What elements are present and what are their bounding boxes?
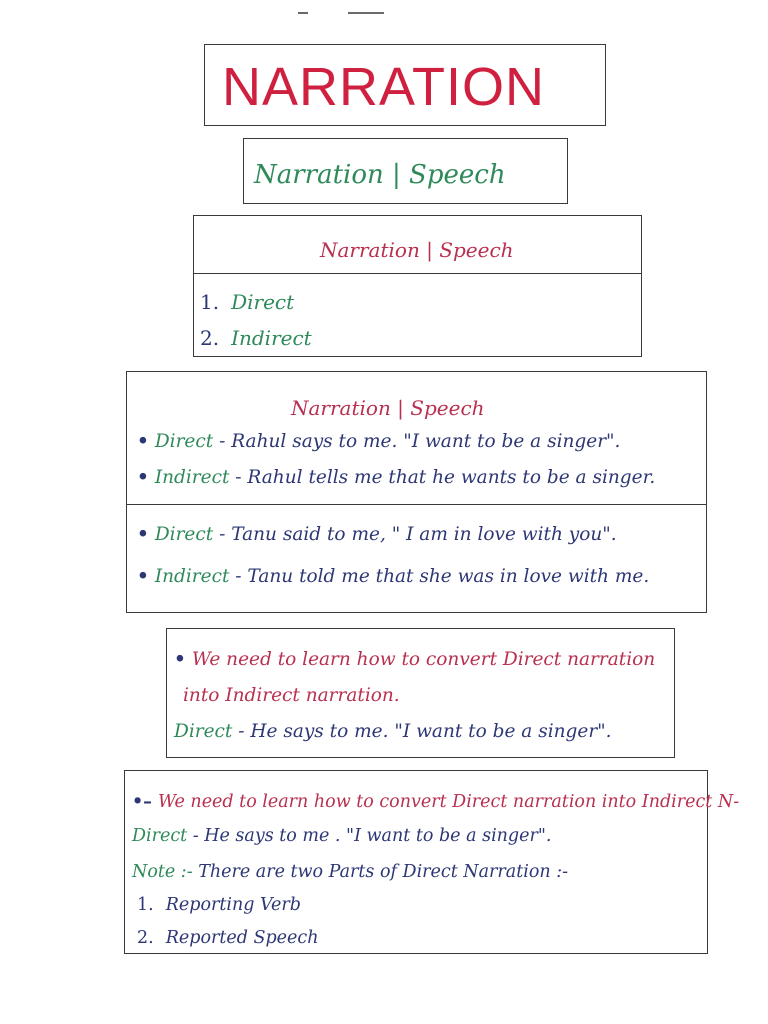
example-label: Direct — [132, 826, 188, 846]
note-line — [132, 862, 568, 882]
list-number: 2. — [200, 326, 220, 350]
example-text: - He says to me . "I want to be a singer". — [192, 826, 552, 846]
parts-list-item — [137, 928, 318, 948]
types-box-heading: Narration | Speech — [320, 238, 514, 262]
bullet-icon: • — [174, 649, 186, 670]
parts-list-item — [137, 895, 301, 915]
note-example — [132, 826, 551, 846]
example-row — [137, 431, 620, 452]
examples-box-divider — [126, 504, 707, 505]
bullet-icon: •– — [132, 792, 152, 812]
example-row — [137, 524, 617, 545]
examples-box-heading: Narration | Speech — [291, 396, 485, 420]
types-list-item — [200, 290, 294, 314]
page-subtitle: Narration | Speech — [254, 160, 506, 190]
types-list-item — [200, 326, 312, 350]
bullet-icon: • — [137, 467, 149, 488]
example-label: Direct — [174, 721, 233, 742]
bullet-icon: • — [137, 431, 149, 452]
example-label: Indirect — [154, 566, 230, 587]
scan-mark — [348, 12, 384, 14]
example-label: Direct — [154, 431, 214, 452]
example-text: - Rahul says to me. "I want to be a singer". — [219, 431, 621, 452]
note-text: There are two Parts of Direct Narration :- — [198, 862, 569, 882]
list-label: Direct — [231, 290, 295, 314]
note-intro-line — [132, 792, 739, 812]
example-text: - Tanu told me that she was in love with me. — [235, 566, 650, 587]
conversion-text: We need to learn how to convert Direct narration — [191, 649, 656, 670]
example-row — [137, 467, 655, 488]
bullet-icon: • — [137, 524, 149, 545]
list-label: Reporting Verb — [165, 895, 301, 915]
list-label: Reported Speech — [165, 928, 319, 948]
page-title: NARRATION — [222, 57, 546, 117]
example-text: - Tanu said to me, " I am in love with you". — [219, 524, 617, 545]
conversion-line — [174, 649, 655, 670]
conversion-example — [174, 721, 612, 742]
scan-mark — [298, 12, 308, 14]
conversion-line: into Indirect narration. — [183, 685, 400, 706]
example-label: Direct — [154, 524, 214, 545]
bullet-icon: • — [137, 566, 149, 587]
list-number: 1. — [200, 290, 220, 314]
list-label: Indirect — [231, 326, 312, 350]
note-label: Note :- — [132, 862, 193, 882]
example-label: Indirect — [154, 467, 230, 488]
list-number: 2. — [137, 928, 154, 948]
example-text: - Rahul tells me that he wants to be a singer. — [235, 467, 656, 488]
list-number: 1. — [137, 895, 154, 915]
example-row — [137, 566, 649, 587]
example-text: - He says to me. "I want to be a singer". — [238, 721, 612, 742]
types-box-divider — [193, 273, 642, 274]
note-intro-text: We need to learn how to convert Direct narration into Indirect N- — [157, 792, 740, 812]
